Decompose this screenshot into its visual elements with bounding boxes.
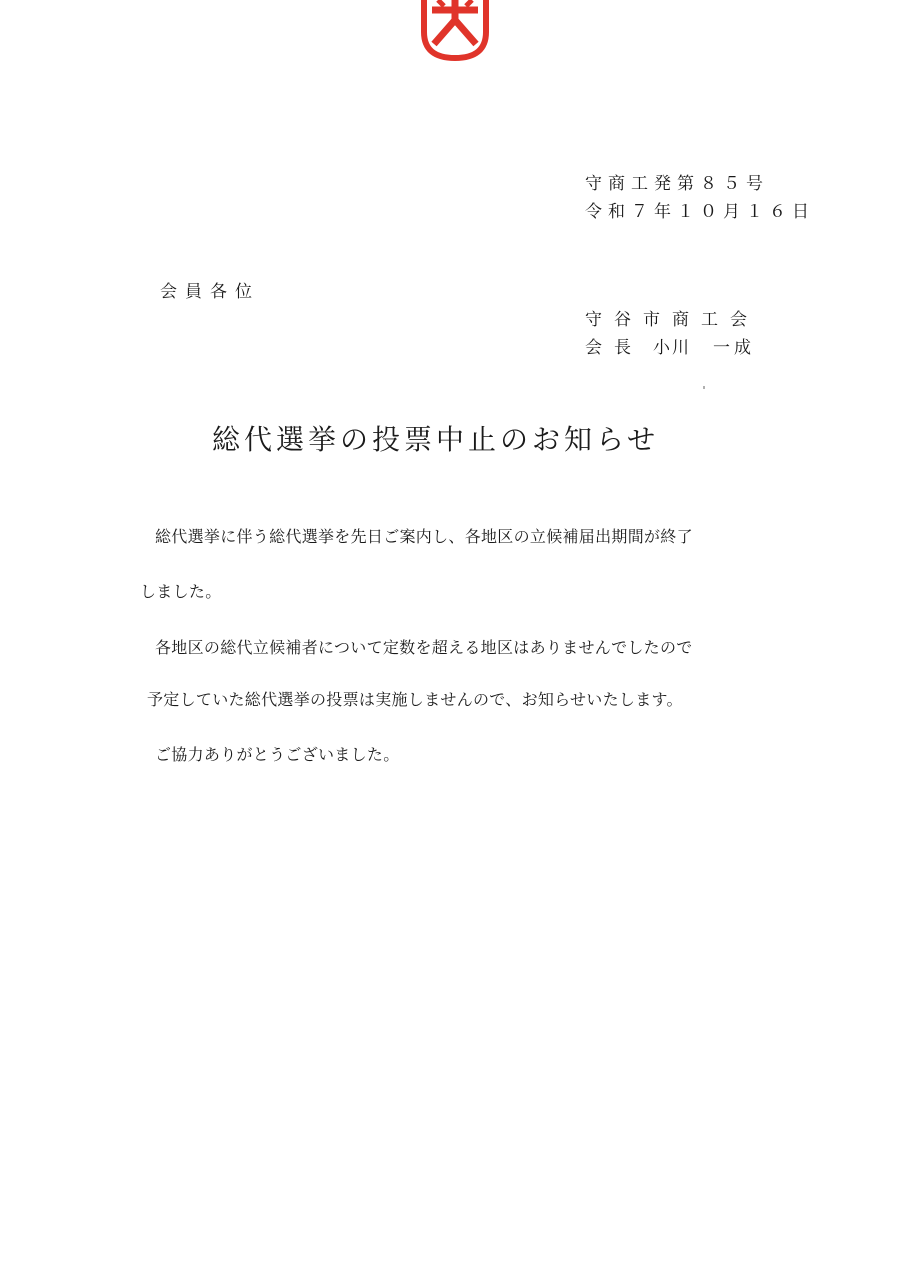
body-line-2: しました。 [140, 582, 222, 601]
document-title: 総代選挙の投票中止のお知らせ [212, 423, 660, 456]
body-line-5: ご協力ありがとうございました。 [155, 745, 400, 764]
sender-organization: 守谷市商工会 [585, 310, 759, 330]
sender-title: 会長 [585, 338, 643, 358]
sender-signature [585, 333, 755, 358]
document-date: 令和７年１０月１６日 [585, 202, 815, 222]
sender-given-name: 一成 [713, 338, 755, 358]
body-line-3: 各地区の総代立候補者について定数を超える地区はありませんでしたので [155, 638, 693, 657]
body-line-4: 予定していた総代選挙の投票は実施しませんので、お知らせいたします。 [147, 690, 683, 709]
seal-stamp-icon [418, 0, 492, 62]
document-number: 守商工発第８５号 [585, 174, 769, 194]
body-line-1: 総代選挙に伴う総代選挙を先日ご案内し、各地区の立候補届出期間が終了 [155, 527, 693, 546]
sender-family-name: 小川 [653, 338, 691, 358]
scan-speck [703, 386, 705, 389]
addressee: 会員各位 [160, 282, 260, 302]
